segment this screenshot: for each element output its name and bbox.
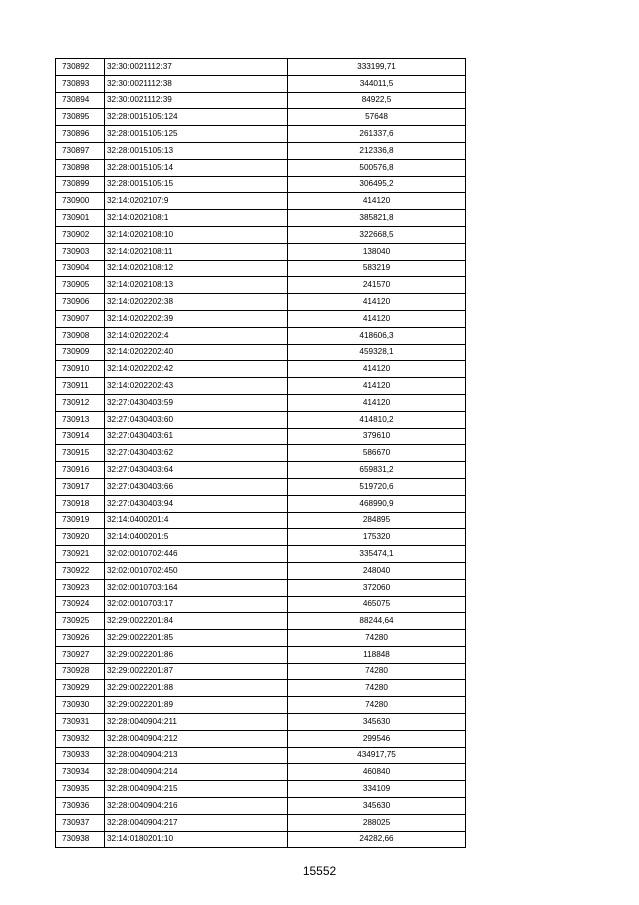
- cadastral-number-cell: 32:29:0022201:85: [105, 630, 288, 647]
- row-id-cell: 730893: [56, 75, 105, 92]
- row-id-cell: 730918: [56, 495, 105, 512]
- value-cell: 84922,5: [288, 92, 466, 109]
- cadastral-number-cell: 32:02:0010703:17: [105, 596, 288, 613]
- value-cell: 460840: [288, 764, 466, 781]
- table-row: [56, 411, 466, 428]
- cadastral-number-cell: 32:28:0040904:214: [105, 764, 288, 781]
- cadastral-number-cell: 32:02:0010702:446: [105, 546, 288, 563]
- row-id-cell: 730914: [56, 428, 105, 445]
- row-id-cell: 730921: [56, 546, 105, 563]
- value-cell: 414120: [288, 193, 466, 210]
- row-id-cell: 730927: [56, 646, 105, 663]
- value-cell: 74280: [288, 680, 466, 697]
- table-row: [56, 747, 466, 764]
- row-id-cell: 730933: [56, 747, 105, 764]
- row-id-cell: 730910: [56, 361, 105, 378]
- table-row: [56, 226, 466, 243]
- table-row: [56, 344, 466, 361]
- cadastral-number-cell: 32:29:0022201:88: [105, 680, 288, 697]
- value-cell: 519720,6: [288, 478, 466, 495]
- value-cell: 379610: [288, 428, 466, 445]
- table-row: [56, 562, 466, 579]
- cadastral-number-cell: 32:28:0015105:13: [105, 142, 288, 159]
- cadastral-number-cell: 32:14:0202202:40: [105, 344, 288, 361]
- row-id-cell: 730929: [56, 680, 105, 697]
- value-cell: 434917,75: [288, 747, 466, 764]
- row-id-cell: 730897: [56, 142, 105, 159]
- table-row: [56, 75, 466, 92]
- table-row: [56, 663, 466, 680]
- table-row: [56, 495, 466, 512]
- table-row: [56, 814, 466, 831]
- cadastral-number-cell: 32:28:0040904:217: [105, 814, 288, 831]
- row-id-cell: 730926: [56, 630, 105, 647]
- value-cell: 241570: [288, 277, 466, 294]
- cadastral-number-cell: 32:27:0430403:62: [105, 445, 288, 462]
- row-id-cell: 730899: [56, 176, 105, 193]
- cadastral-number-cell: 32:30:0021112:37: [105, 59, 288, 76]
- cadastral-number-cell: 32:14:0202202:43: [105, 378, 288, 395]
- records-table: [55, 58, 466, 848]
- row-id-cell: 730924: [56, 596, 105, 613]
- row-id-cell: 730920: [56, 529, 105, 546]
- row-id-cell: 730898: [56, 159, 105, 176]
- cadastral-number-cell: 32:14:0202108:13: [105, 277, 288, 294]
- value-cell: 414120: [288, 310, 466, 327]
- table-row: [56, 831, 466, 848]
- value-cell: 414120: [288, 361, 466, 378]
- cadastral-number-cell: 32:29:0022201:87: [105, 663, 288, 680]
- table-row: [56, 310, 466, 327]
- table-row: [56, 428, 466, 445]
- row-id-cell: 730922: [56, 562, 105, 579]
- table-row: [56, 478, 466, 495]
- row-id-cell: 730930: [56, 697, 105, 714]
- value-cell: 459328,1: [288, 344, 466, 361]
- value-cell: 212336,8: [288, 142, 466, 159]
- table-row: [56, 327, 466, 344]
- table-row: [56, 579, 466, 596]
- cadastral-number-cell: 32:14:0202108:10: [105, 226, 288, 243]
- value-cell: 57648: [288, 109, 466, 126]
- row-id-cell: 730903: [56, 243, 105, 260]
- cadastral-number-cell: 32:28:0040904:212: [105, 730, 288, 747]
- value-cell: 299546: [288, 730, 466, 747]
- row-id-cell: 730892: [56, 59, 105, 76]
- value-cell: 500576,8: [288, 159, 466, 176]
- row-id-cell: 730894: [56, 92, 105, 109]
- row-id-cell: 730928: [56, 663, 105, 680]
- value-cell: 288025: [288, 814, 466, 831]
- cadastral-number-cell: 32:27:0430403:60: [105, 411, 288, 428]
- cadastral-number-cell: 32:14:0202202:42: [105, 361, 288, 378]
- cadastral-number-cell: 32:27:0430403:94: [105, 495, 288, 512]
- table-row: [56, 277, 466, 294]
- row-id-cell: 730909: [56, 344, 105, 361]
- row-id-cell: 730934: [56, 764, 105, 781]
- table-row: [56, 529, 466, 546]
- table-row: [56, 462, 466, 479]
- cadastral-number-cell: 32:28:0040904:216: [105, 798, 288, 815]
- table-row: [56, 630, 466, 647]
- table-row: [56, 512, 466, 529]
- row-id-cell: 730908: [56, 327, 105, 344]
- cadastral-number-cell: 32:14:0202108:12: [105, 260, 288, 277]
- row-id-cell: 730902: [56, 226, 105, 243]
- table-row: [56, 764, 466, 781]
- value-cell: 138040: [288, 243, 466, 260]
- cadastral-number-cell: 32:30:0021112:38: [105, 75, 288, 92]
- table-row: [56, 126, 466, 143]
- row-id-cell: 730931: [56, 714, 105, 731]
- value-cell: 465075: [288, 596, 466, 613]
- cadastral-number-cell: 32:27:0430403:59: [105, 394, 288, 411]
- row-id-cell: 730906: [56, 294, 105, 311]
- row-id-cell: 730905: [56, 277, 105, 294]
- table-row: [56, 159, 466, 176]
- cadastral-number-cell: 32:14:0400201:4: [105, 512, 288, 529]
- row-id-cell: 730919: [56, 512, 105, 529]
- table-row: [56, 176, 466, 193]
- table-row: [56, 646, 466, 663]
- row-id-cell: 730932: [56, 730, 105, 747]
- row-id-cell: 730937: [56, 814, 105, 831]
- value-cell: 261337,6: [288, 126, 466, 143]
- cadastral-number-cell: 32:28:0015105:14: [105, 159, 288, 176]
- cadastral-number-cell: 32:14:0202108:11: [105, 243, 288, 260]
- table-row: [56, 546, 466, 563]
- cadastral-number-cell: 32:29:0022201:86: [105, 646, 288, 663]
- value-cell: 414120: [288, 378, 466, 395]
- cadastral-number-cell: 32:29:0022201:89: [105, 697, 288, 714]
- cadastral-number-cell: 32:28:0015105:125: [105, 126, 288, 143]
- cadastral-number-cell: 32:27:0430403:66: [105, 478, 288, 495]
- value-cell: 322668,5: [288, 226, 466, 243]
- row-id-cell: 730912: [56, 394, 105, 411]
- table-row: [56, 697, 466, 714]
- value-cell: 334109: [288, 781, 466, 798]
- table-row: [56, 92, 466, 109]
- value-cell: 586670: [288, 445, 466, 462]
- value-cell: 659831,2: [288, 462, 466, 479]
- row-id-cell: 730935: [56, 781, 105, 798]
- page-number: 15552: [302, 864, 337, 878]
- table-row: [56, 596, 466, 613]
- table-row: [56, 59, 466, 76]
- value-cell: 414810,2: [288, 411, 466, 428]
- value-cell: 74280: [288, 697, 466, 714]
- cadastral-number-cell: 32:28:0040904:213: [105, 747, 288, 764]
- value-cell: 344011,5: [288, 75, 466, 92]
- value-cell: 335474,1: [288, 546, 466, 563]
- cadastral-number-cell: 32:14:0202202:39: [105, 310, 288, 327]
- cadastral-number-cell: 32:14:0202107:9: [105, 193, 288, 210]
- table-row: [56, 294, 466, 311]
- value-cell: 345630: [288, 714, 466, 731]
- row-id-cell: 730915: [56, 445, 105, 462]
- cadastral-number-cell: 32:27:0430403:61: [105, 428, 288, 445]
- row-id-cell: 730913: [56, 411, 105, 428]
- value-cell: 306495,2: [288, 176, 466, 193]
- table-row: [56, 142, 466, 159]
- value-cell: 418606,3: [288, 327, 466, 344]
- value-cell: 74280: [288, 663, 466, 680]
- value-cell: 175320: [288, 529, 466, 546]
- records-table-body: [56, 59, 466, 848]
- value-cell: 118848: [288, 646, 466, 663]
- table-row: [56, 714, 466, 731]
- row-id-cell: 730938: [56, 831, 105, 848]
- row-id-cell: 730911: [56, 378, 105, 395]
- value-cell: 284895: [288, 512, 466, 529]
- row-id-cell: 730904: [56, 260, 105, 277]
- cadastral-number-cell: 32:30:0021112:39: [105, 92, 288, 109]
- table-row: [56, 781, 466, 798]
- cadastral-number-cell: 32:14:0202202:4: [105, 327, 288, 344]
- value-cell: 372060: [288, 579, 466, 596]
- cadastral-number-cell: 32:29:0022201:84: [105, 613, 288, 630]
- row-id-cell: 730916: [56, 462, 105, 479]
- table-row: [56, 260, 466, 277]
- value-cell: 468990,9: [288, 495, 466, 512]
- table-row: [56, 680, 466, 697]
- table-row: [56, 445, 466, 462]
- row-id-cell: 730923: [56, 579, 105, 596]
- row-id-cell: 730901: [56, 210, 105, 227]
- value-cell: 88244,64: [288, 613, 466, 630]
- table-row: [56, 361, 466, 378]
- value-cell: 248040: [288, 562, 466, 579]
- table-row: [56, 210, 466, 227]
- row-id-cell: 730936: [56, 798, 105, 815]
- cadastral-number-cell: 32:28:0015105:15: [105, 176, 288, 193]
- row-id-cell: 730907: [56, 310, 105, 327]
- cadastral-number-cell: 32:14:0202108:1: [105, 210, 288, 227]
- value-cell: 385821,8: [288, 210, 466, 227]
- value-cell: 414120: [288, 294, 466, 311]
- cadastral-number-cell: 32:02:0010703:164: [105, 579, 288, 596]
- row-id-cell: 730895: [56, 109, 105, 126]
- row-id-cell: 730917: [56, 478, 105, 495]
- row-id-cell: 730900: [56, 193, 105, 210]
- cadastral-number-cell: 32:14:0202202:38: [105, 294, 288, 311]
- table-row: [56, 394, 466, 411]
- table-row: [56, 109, 466, 126]
- cadastral-number-cell: 32:14:0400201:5: [105, 529, 288, 546]
- table-row: [56, 613, 466, 630]
- value-cell: 333199,71: [288, 59, 466, 76]
- table-row: [56, 193, 466, 210]
- value-cell: 74280: [288, 630, 466, 647]
- cadastral-number-cell: 32:28:0015105:124: [105, 109, 288, 126]
- value-cell: 414120: [288, 394, 466, 411]
- cadastral-number-cell: 32:27:0430403:64: [105, 462, 288, 479]
- cadastral-number-cell: 32:14:0180201:10: [105, 831, 288, 848]
- cadastral-number-cell: 32:28:0040904:215: [105, 781, 288, 798]
- value-cell: 345630: [288, 798, 466, 815]
- row-id-cell: 730896: [56, 126, 105, 143]
- table-row: [56, 243, 466, 260]
- table-row: [56, 798, 466, 815]
- cadastral-number-cell: 32:02:0010702:450: [105, 562, 288, 579]
- table-row: [56, 730, 466, 747]
- value-cell: 583219: [288, 260, 466, 277]
- table-row: [56, 378, 466, 395]
- row-id-cell: 730925: [56, 613, 105, 630]
- value-cell: 24282,66: [288, 831, 466, 848]
- cadastral-number-cell: 32:28:0040904:211: [105, 714, 288, 731]
